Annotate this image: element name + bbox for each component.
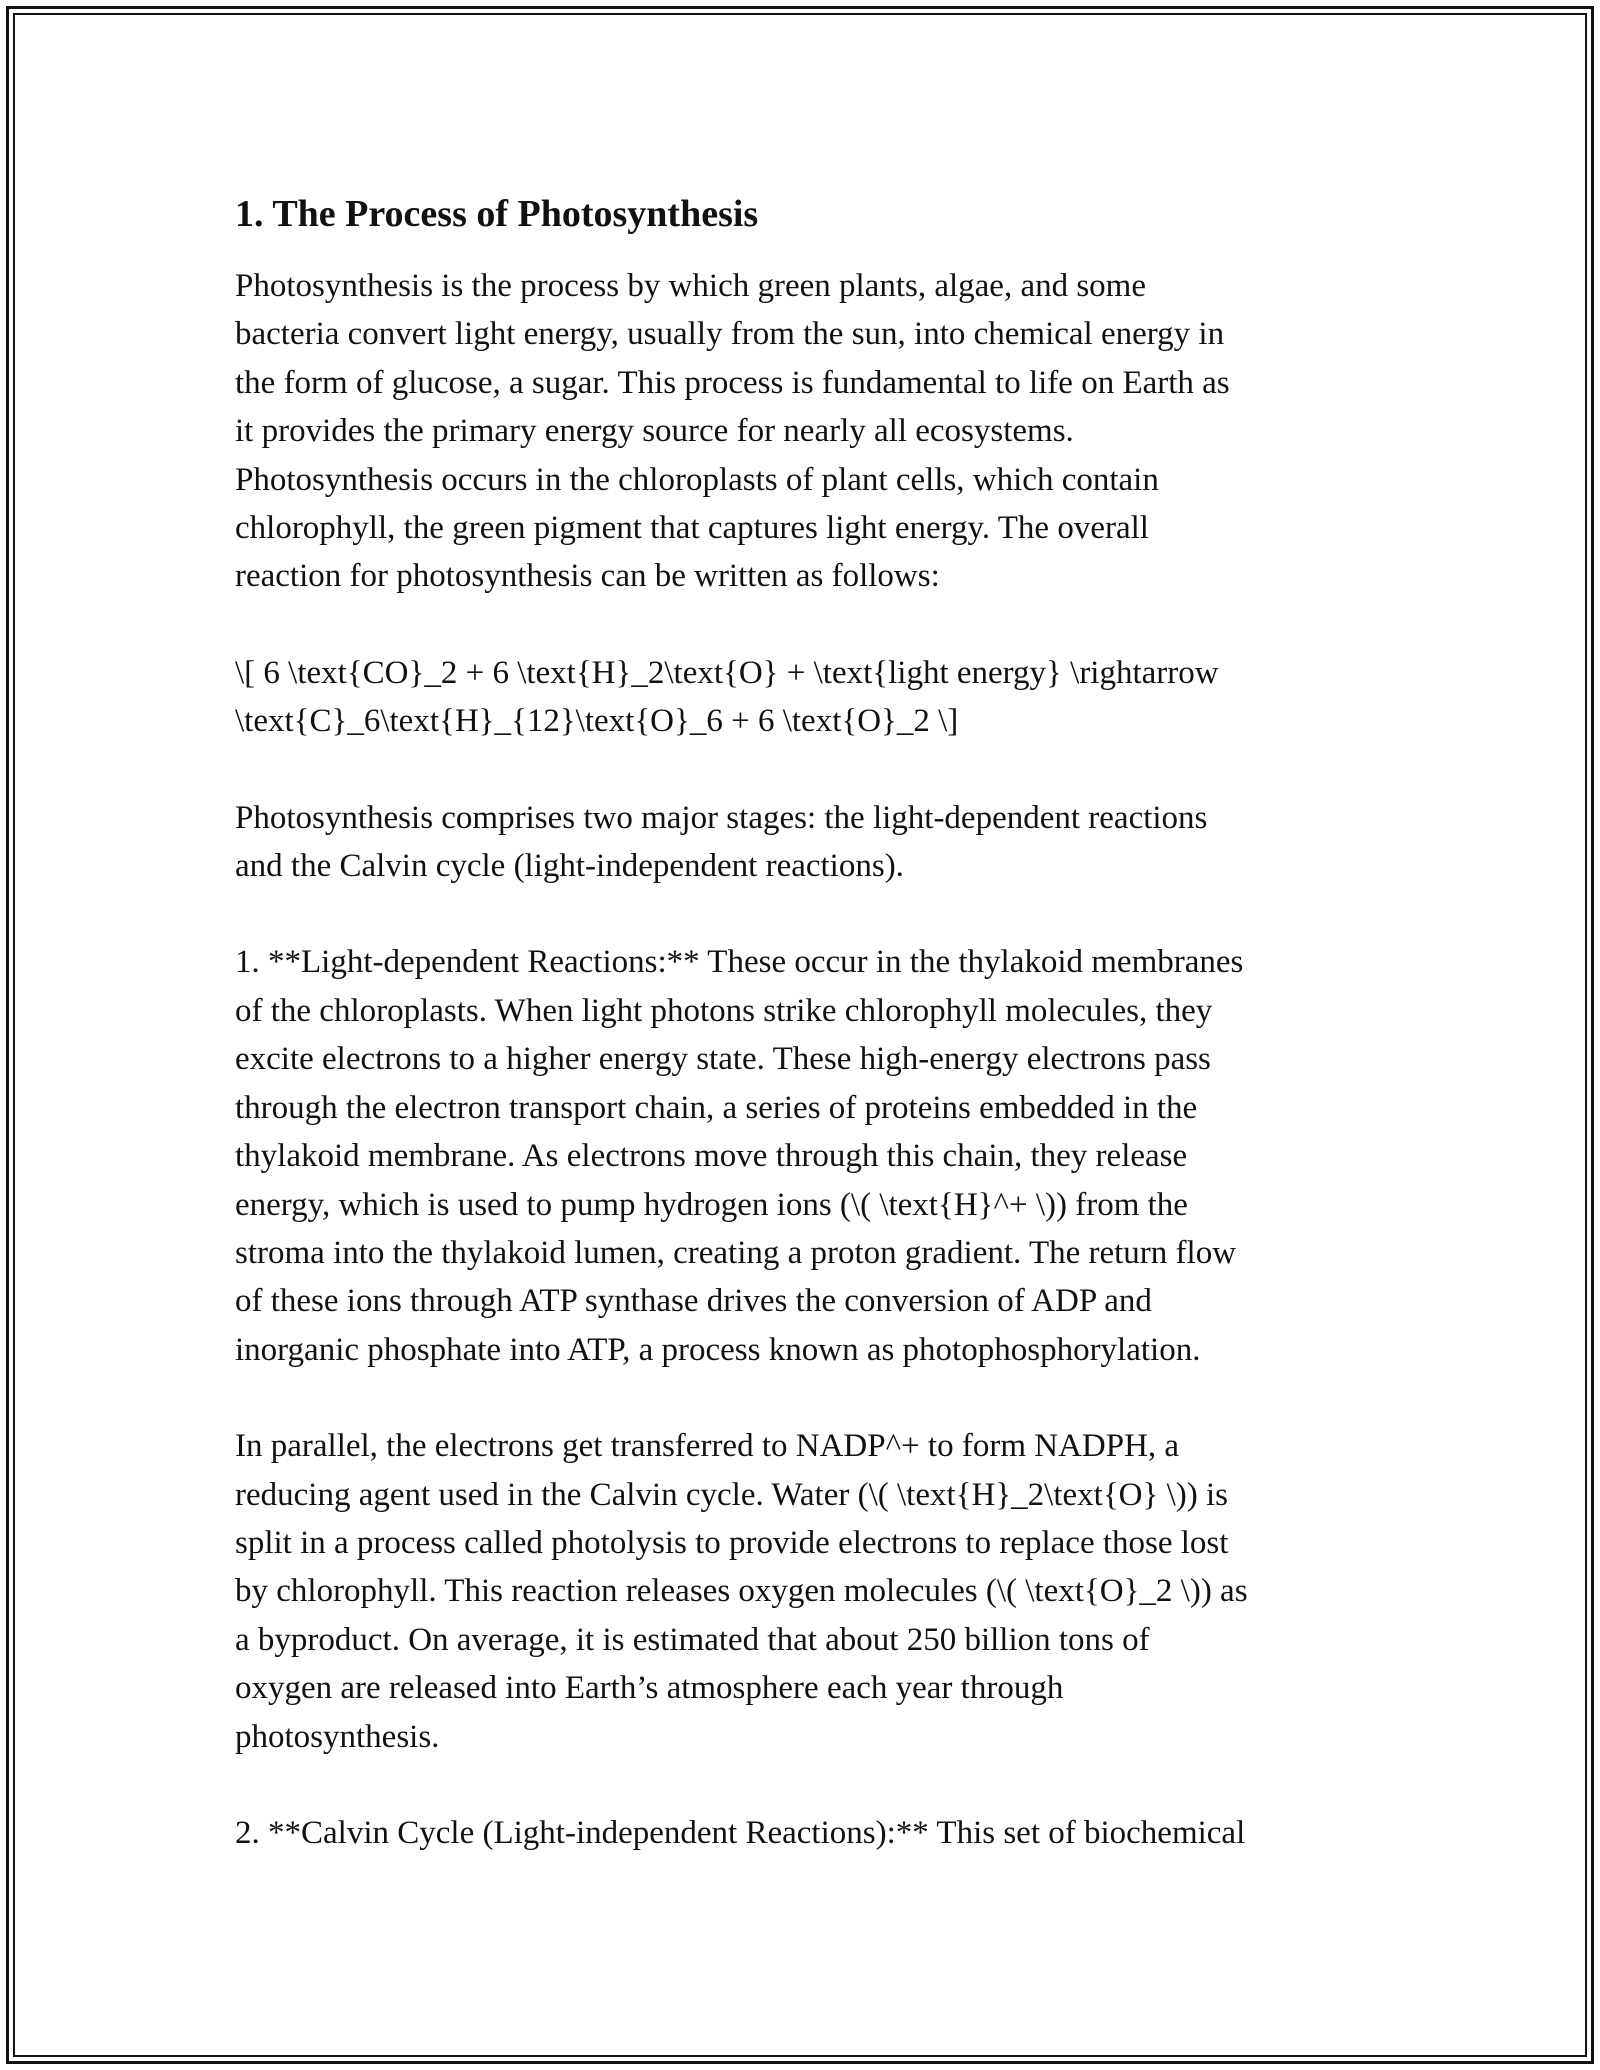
text-line: bacteria convert light energy, usually from the sun, into chemical energy in — [235, 316, 1225, 353]
text-line: of the chloroplasts. When light photons strike chlorophyll molecules, they — [235, 992, 1213, 1029]
text-line: Photosynthesis occurs in the chloroplasts of plant cells, which contain — [235, 461, 1159, 498]
text-line: stroma into the thylakoid lumen, creating a proton gradient. The return flow — [235, 1234, 1237, 1271]
text-line: the form of glucose, a sugar. This process is fundamental to life on Earth as — [235, 364, 1230, 401]
text-line: split in a process called photolysis to provide electrons to replace those lost — [235, 1524, 1229, 1561]
equation-line: \[ 6 \text{CO}_2 + 6 \text{H}_2\text{O} + \text{light energy} \rightarrow — [235, 654, 1219, 691]
paragraph-light-dependent — [235, 938, 1370, 1374]
text-line: 2. **Calvin Cycle (Light-independent Reactions):** This set of biochemical — [235, 1814, 1246, 1851]
text-line: a byproduct. On average, it is estimated that about 250 billion tons of — [235, 1621, 1150, 1658]
paragraph-intro — [235, 262, 1370, 601]
paragraph-nadph — [235, 1422, 1370, 1761]
paragraph-stages — [235, 794, 1370, 891]
text-line: reducing agent used in the Calvin cycle. Water (\( \text{H}_2\text{O} \)) is — [235, 1476, 1228, 1513]
text-line: energy, which is used to pump hydrogen ions (\( \text{H}^+ \)) from the — [235, 1186, 1188, 1223]
document-body — [235, 190, 1370, 1905]
paragraph-equation — [235, 649, 1370, 746]
text-line: oxygen are released into Earth’s atmosphere each year through — [235, 1670, 1064, 1707]
text-line: In parallel, the electrons get transferred to NADP^+ to form NADPH, a — [235, 1428, 1180, 1465]
text-line: through the electron transport chain, a series of proteins embedded in the — [235, 1089, 1198, 1126]
text-line: reaction for photosynthesis can be written as follows: — [235, 558, 940, 595]
paragraph-calvin-cycle — [235, 1809, 1370, 1857]
text-line: it provides the primary energy source for nearly all ecosystems. — [235, 413, 1074, 450]
text-line: and the Calvin cycle (light-independent reactions). — [235, 848, 904, 885]
text-line: Photosynthesis comprises two major stages: the light-dependent reactions — [235, 799, 1208, 836]
text-line: chlorophyll, the green pigment that captures light energy. The overall — [235, 510, 1149, 547]
text-line: 1. **Light-dependent Reactions:** These occur in the thylakoid membranes — [235, 944, 1244, 981]
text-line: excite electrons to a higher energy state. These high-energy electrons pass — [235, 1041, 1211, 1078]
section-heading: 1. The Process of Photosynthesis — [235, 193, 759, 235]
text-line: Photosynthesis is the process by which green plants, algae, and some — [235, 268, 1146, 304]
text-line: by chlorophyll. This reaction releases oxygen molecules (\( \text{O}_2 \)) as — [235, 1573, 1248, 1610]
equation-line: \text{C}_6\text{H}_{12}\text{O}_6 + 6 \text{O}_2 \] — [235, 703, 959, 740]
text-line: of these ions through ATP synthase drives the conversion of ADP and — [235, 1283, 1152, 1320]
text-line: inorganic phosphate into ATP, a process known as photophosphorylation. — [235, 1331, 1201, 1368]
text-line: photosynthesis. — [235, 1718, 440, 1755]
text-line: thylakoid membrane. As electrons move through this chain, they release — [235, 1138, 1188, 1175]
